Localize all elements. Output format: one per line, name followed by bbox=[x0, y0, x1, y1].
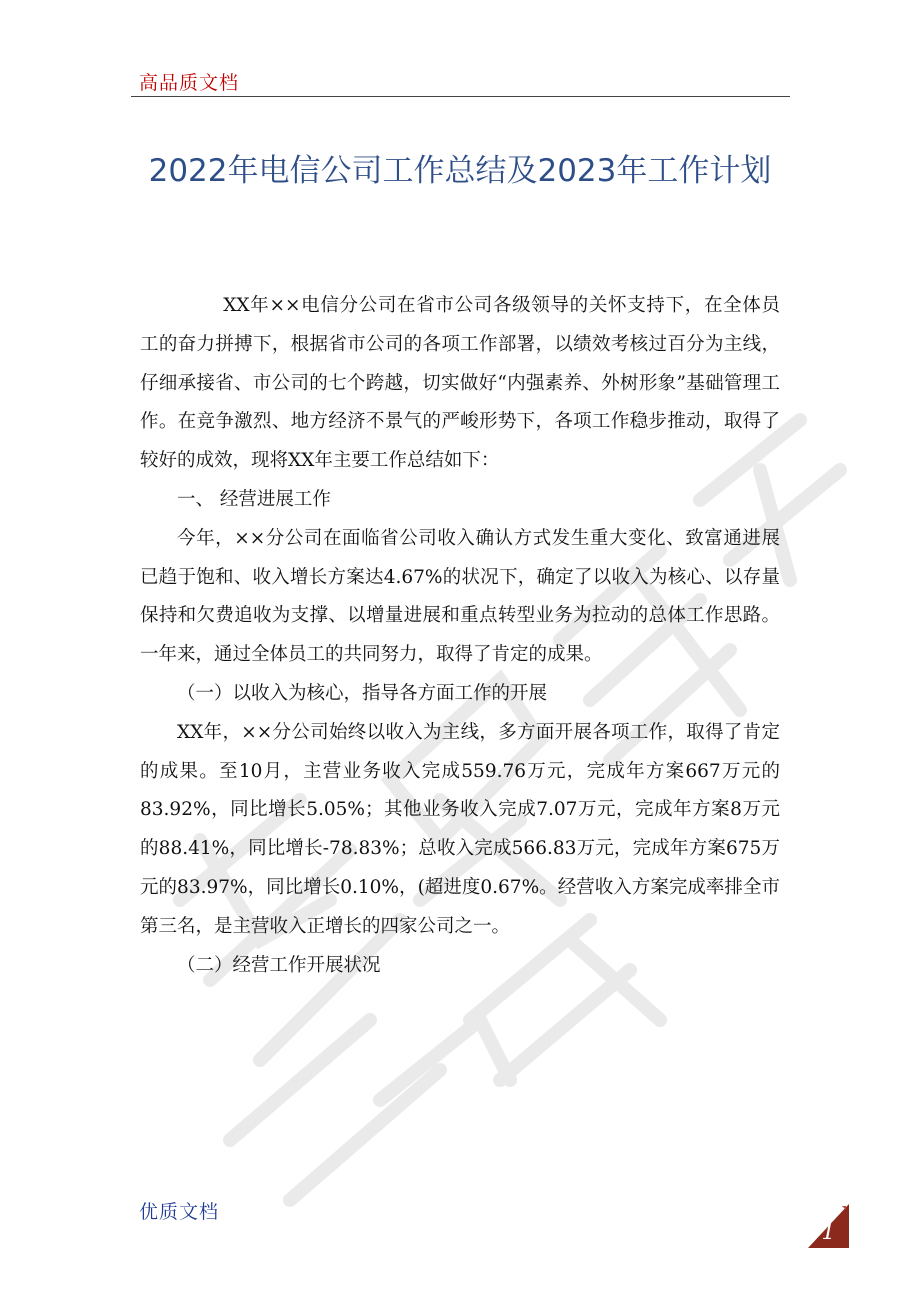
document-title: 2022年电信公司工作总结及2023年工作计划 bbox=[148, 153, 772, 189]
footer-label: 优质文档 bbox=[139, 1201, 220, 1223]
document-body bbox=[140, 287, 780, 985]
header-label: 高品质文档 bbox=[139, 72, 240, 94]
subsection-heading-2: （二）经营工作开展状况 bbox=[177, 954, 381, 976]
intro-paragraph: XX年××电信分公司在省市公司各级领导的关怀支持下，在全体员工的奋力拼搏下，根据省市公司的各项工作部署，以绩效考核过百分为主线，仔细承接省、市公司的七个跨越，切实做好“内强素养、外树形象”基础管理工作。在竞争激烈、地方经济不景气的严峻形势下，各项工作稳步推动，取得了较好的成效，现将XX年主要工作总结如下： bbox=[140, 295, 780, 472]
page-number: 1 bbox=[821, 1220, 836, 1245]
subsection-paragraph-1: XX年，××分公司始终以收入为主线，多方面开展各项工作，取得了肯定的成果。至10月，主营业务收入完成559.76万元，完成年方案667万元的83.92%，同比增长5.05%；其他业务收入完成7.07万元，完成年方案8万元的88.41%，同比增长-78.83%；总收入完成566.83万元，完成年方案675万元的83.97%，同比增长0.10%，(超进度0.67%。经营收入方案完成率排全市第三名，是主营收入正增长的四家公司之一。 bbox=[140, 721, 780, 937]
header-divider bbox=[131, 96, 790, 97]
subsection-heading-1: （一）以收入为核心，指导各方面工作的开展 bbox=[177, 682, 548, 704]
section-paragraph-1: 今年，××分公司在面临省公司收入确认方式发生重大变化、致富通进展已趋于饱和、收入增长方案达4.67%的状况下，确定了以收入为核心、以存量保持和欠费追收为支撑、以增量进展和重点转型业务为拉动的总体工作思路。一年来，通过全体员工的共同努力，取得了肯定的成果。 bbox=[140, 527, 780, 666]
section-heading-1: 一、 经营进展工作 bbox=[177, 488, 331, 510]
